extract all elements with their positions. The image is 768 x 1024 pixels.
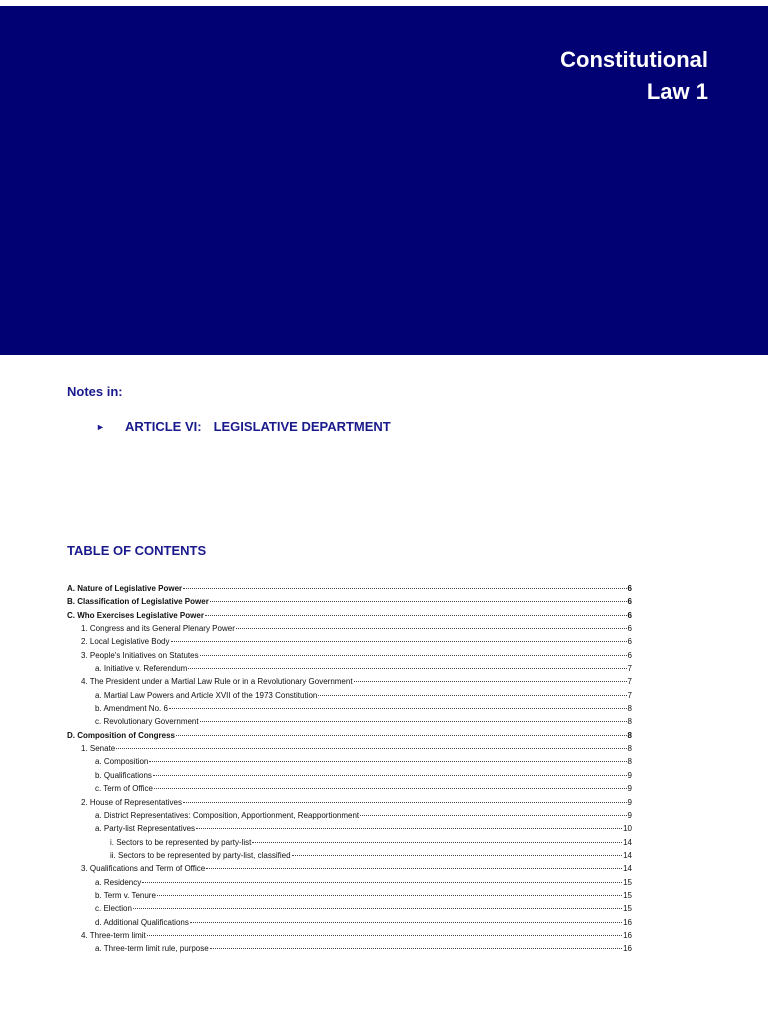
toc-entry-title: a. Martial Law Powers and Article XVII of the 1973 Constitution — [95, 690, 318, 700]
toc-entry-title: 4. Three-term limit — [81, 930, 146, 940]
toc-entry-page: 9 — [627, 810, 632, 820]
toc-entry-page: 6 — [627, 637, 632, 647]
toc-entry[interactable] — [67, 702, 632, 715]
toc-entry-title: c. Election — [95, 904, 132, 914]
notes-label: Notes in: — [67, 384, 123, 399]
article-number: ARTICLE VI: — [125, 419, 202, 434]
toc-entry-title: 4. The President under a Martial Law Rule or in a Revolutionary Government — [81, 677, 353, 687]
cover-title-line-1: Constitutional — [560, 47, 708, 72]
toc-entry-title: 1. Congress and its General Plenary Power — [81, 624, 235, 634]
toc-dot-leader — [188, 668, 626, 669]
toc-dot-leader — [183, 588, 626, 589]
toc-entry-page: 14 — [623, 837, 632, 847]
toc-entry[interactable] — [67, 876, 632, 889]
toc-dot-leader — [153, 775, 627, 776]
toc-dot-leader — [210, 601, 627, 602]
toc-entry[interactable] — [67, 635, 632, 648]
toc-dot-leader — [360, 815, 626, 816]
toc-entry-page: 8 — [627, 704, 632, 714]
toc-entry-title: a. Composition — [95, 757, 149, 767]
toc-entry-title: b. Amendment No. 6 — [95, 704, 168, 714]
toc-entry[interactable] — [67, 662, 632, 675]
toc-entry[interactable] — [67, 769, 632, 782]
toc-entry[interactable] — [67, 902, 632, 915]
notes-article-item — [96, 419, 391, 434]
toc-entry[interactable] — [67, 729, 632, 742]
toc-entry-page: 6 — [627, 610, 632, 620]
toc-entry-title: 1. Senate — [81, 744, 116, 754]
toc-dot-leader — [200, 721, 627, 722]
toc-entry[interactable] — [67, 622, 632, 635]
toc-entry-page: 6 — [627, 584, 632, 593]
toc-entry-title: c. Term of Office — [95, 784, 153, 794]
toc-entry-title: 2. House of Representatives — [81, 797, 182, 807]
toc-entry[interactable] — [67, 822, 632, 835]
toc-entry-page: 16 — [623, 930, 632, 940]
toc-dot-leader — [205, 615, 627, 616]
toc-entry-page: 7 — [627, 677, 632, 687]
toc-entry[interactable] — [67, 649, 632, 662]
toc-dot-leader — [210, 948, 622, 949]
toc-entry-title: a. Three-term limit rule, purpose — [95, 944, 209, 954]
toc-entry[interactable] — [67, 862, 632, 875]
toc-entry-title: a. District Representatives: Composition, Apportionment, Reapportionment — [95, 810, 360, 820]
toc-entry-title: D. Composition of Congress — [67, 730, 175, 740]
cover-title — [560, 44, 708, 108]
cover-banner — [0, 6, 768, 355]
toc-entry-page: 8 — [627, 717, 632, 727]
toc-entry-title: ii. Sectors to be represented by party-list, classified — [110, 850, 291, 860]
toc-dot-leader — [116, 748, 626, 749]
toc-entry-page: 6 — [627, 624, 632, 634]
toc-entry[interactable] — [67, 929, 632, 942]
toc-entry-title: B. Classification of Legislative Power — [67, 597, 209, 607]
toc-dot-leader — [171, 641, 627, 642]
toc-entry-page: 15 — [623, 877, 632, 887]
toc-dot-leader — [154, 788, 627, 789]
cover-title-line-2: Law 1 — [646, 79, 708, 104]
toc-dot-leader — [157, 895, 622, 896]
toc-entry[interactable] — [67, 916, 632, 929]
toc-entry[interactable] — [67, 849, 632, 862]
toc-entry[interactable] — [67, 942, 632, 955]
toc-entry-page: 9 — [627, 797, 632, 807]
toc-entry-title: a. Party-list Representatives — [95, 824, 196, 834]
toc-entry[interactable] — [67, 742, 632, 755]
toc-dot-leader — [176, 735, 627, 736]
toc-dot-leader — [200, 655, 627, 656]
toc-entry-page: 6 — [627, 650, 632, 660]
toc-entry-page: 8 — [627, 744, 632, 754]
toc-entry-title: 2. Local Legislative Body — [81, 637, 170, 647]
toc-entry-page: 16 — [623, 917, 632, 927]
bullet-triangle-icon: ► — [96, 421, 105, 432]
toc-dot-leader — [133, 908, 622, 909]
toc-entry-page: 14 — [623, 850, 632, 860]
toc-dot-leader — [318, 695, 626, 696]
toc-entry-page: 15 — [623, 904, 632, 914]
toc-entry-title: c. Revolutionary Government — [95, 717, 199, 727]
toc-dot-leader — [147, 935, 622, 936]
toc-entry-page: 9 — [627, 784, 632, 794]
toc-entry-title: b. Term v. Tenure — [95, 890, 156, 900]
toc-dot-leader — [149, 761, 626, 762]
toc-entry-page: 16 — [623, 944, 632, 954]
toc-entry-title: a. Initiative v. Referendum — [95, 664, 188, 674]
toc-dot-leader — [236, 628, 627, 629]
toc-dot-leader — [354, 681, 627, 682]
toc-entry[interactable] — [67, 675, 632, 688]
toc-dot-leader — [292, 855, 623, 856]
toc-entry-page: 9 — [627, 770, 632, 780]
toc-entry-title: b. Qualifications — [95, 770, 152, 780]
toc-entry-title: i. Sectors to be represented by party-list — [110, 837, 252, 847]
toc-dot-leader — [142, 882, 622, 883]
toc-heading: TABLE OF CONTENTS — [67, 543, 207, 558]
toc-entry[interactable] — [67, 609, 632, 622]
toc-entry-title: a. Residency — [95, 877, 142, 887]
toc-entry[interactable] — [67, 715, 632, 728]
toc-entry[interactable] — [67, 796, 632, 809]
toc-entry[interactable] — [67, 782, 632, 795]
toc-entry[interactable] — [67, 755, 632, 768]
toc-entry[interactable] — [67, 836, 632, 849]
toc-dot-leader — [196, 828, 622, 829]
toc-entry-title: A. Nature of Legislative Power — [67, 584, 183, 593]
toc-entry-page: 7 — [627, 664, 632, 674]
toc-entry-page: 7 — [627, 690, 632, 700]
toc-dot-leader — [206, 868, 622, 869]
toc-entry-page: 10 — [623, 824, 632, 834]
toc-entry-title: 3. Qualifications and Term of Office — [81, 864, 206, 874]
toc-entry[interactable] — [67, 582, 632, 595]
toc-entry-title: 3. People's Initiatives on Statutes — [81, 650, 199, 660]
toc-dot-leader — [252, 842, 622, 843]
toc-entry[interactable] — [67, 595, 632, 608]
table-of-contents — [67, 582, 632, 956]
toc-entry-title: d. Additional Qualifications — [95, 917, 189, 927]
toc-entry-page: 8 — [627, 757, 632, 767]
toc-entry-page: 14 — [623, 864, 632, 874]
toc-entry-page: 8 — [627, 730, 632, 740]
toc-dot-leader — [190, 922, 622, 923]
article-title: LEGISLATIVE DEPARTMENT — [213, 419, 391, 434]
toc-entry-page: 15 — [623, 890, 632, 900]
toc-entry[interactable] — [67, 889, 632, 902]
toc-dot-leader — [183, 802, 627, 803]
toc-entry[interactable] — [67, 689, 632, 702]
toc-dot-leader — [169, 708, 627, 709]
toc-entry-page: 6 — [627, 597, 632, 607]
toc-entry-title: C. Who Exercises Legislative Power — [67, 610, 204, 620]
toc-entry[interactable] — [67, 809, 632, 822]
